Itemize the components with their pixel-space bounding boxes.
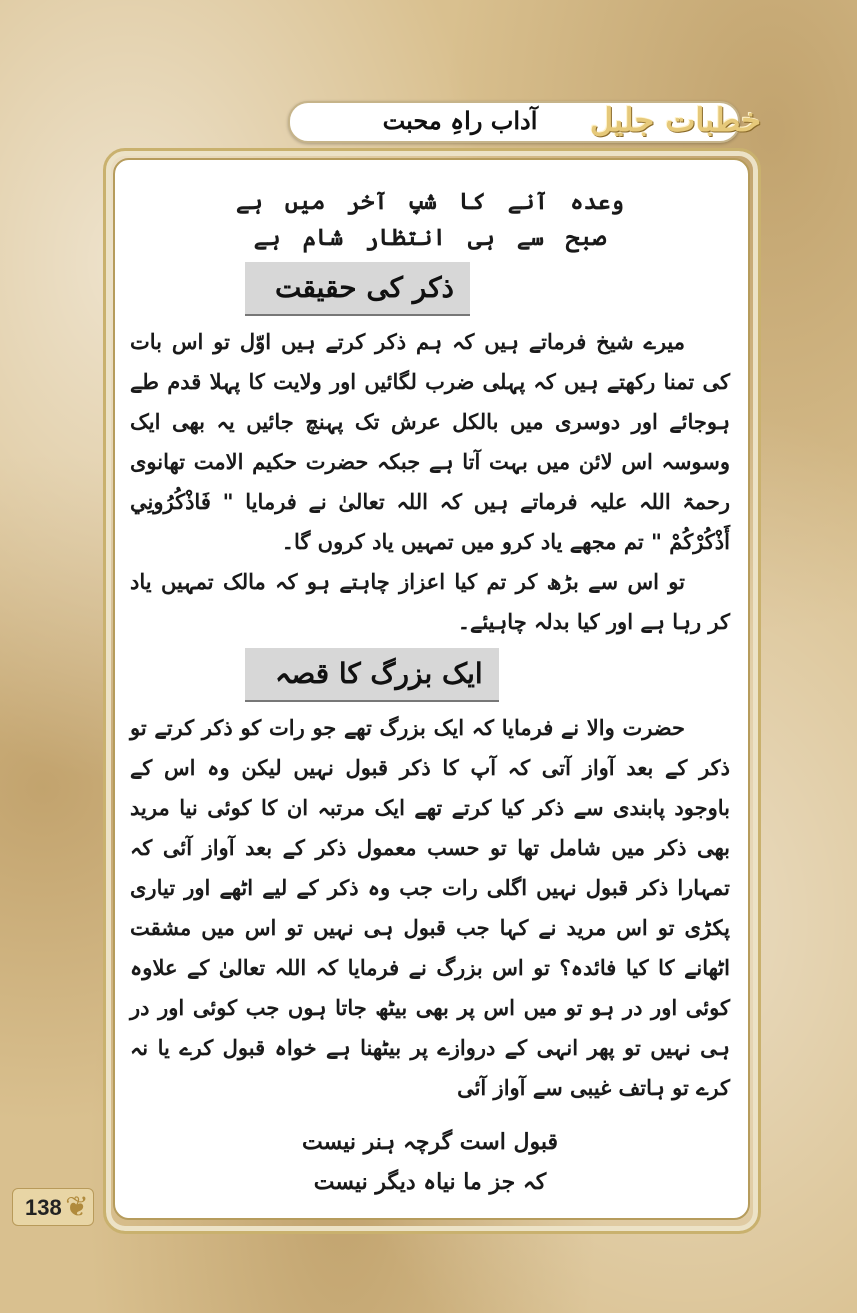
page-content [130, 176, 730, 1202]
paragraph: میرے شیخ فرماتے ہیں کہ ہم ذکر کرتے ہیں اوّل تو اس بات کی تمنا رکھتے ہیں کہ پہلی ضرب لگائیں اور ولایت کا پہلا قدم طے ہوجائے اور دوسری میں بالکل عرش تک پہنچ جائیں یہ بھی ایک وسوسہ اس لائن میں بہت آتا ہے جبکہ حضرت حکیم الامت تھانوی رحمۃ اللہ علیہ فرماتے ہیں کہ اللہ تعالیٰ نے فرمایا " فَاذْكُرُونِي أَذْكُرْكُمْ " تم مجھے یاد کرو میں تمہیں یاد کروں گا۔ [130, 329, 730, 554]
verse-line-1: وعدہ آنے کا شبِ آخر میں ہے [235, 188, 625, 215]
section-heading-qissa: ایک بزرگ کا قصہ [245, 648, 499, 702]
section-heading-row [130, 642, 730, 708]
chapter-title: آداب راہِ محبت [382, 106, 538, 135]
paragraph: تو اس سے بڑھ کر تم کیا اعزاز چاہتے ہو کہ مالک تمہیں یاد کر رہا ہے اور کیا بدلہ چاہیئے۔ [130, 569, 730, 634]
verse-line-2: صبح سے ہی انتظار شام ہے [253, 224, 607, 251]
paragraph: حضرت والا نے فرمایا کہ ایک بزرگ تھے جو رات کو ذکر کرتے تو ذکر کے بعد آواز آتی کہ آپ کا ذکر قبول نہیں لیکن وہ اس کے باوجود پابندی سے ذکر کیا کرتے تھے ایک مرتبہ ان کا کوئی نیا مرید بھی ذکر میں شامل تھا تو حسب معمول ذکر کے بعد آواز آئی کہ تمہارا ذکر قبول نہیں اگلی رات جب وہ ذکر کے لیے اٹھے اور تیاری پکڑی تو اس مرید نے کہا جب قبول ہی نہیں تو اس میں مشقت اٹھانے کا کیا فائدہ؟ تو اس بزرگ نے فرمایا کہ اللہ تعالیٰ کے علاوہ کوئی اور در ہو تو میں اس پر بھی بیٹھ جاتا ہوں جب کوئی اور در ہی نہیں تو پھر انہی کے دروازے پر بیٹھنا ہے خواہ قبول کرے یا نہ کرے تو ہاتف غیبی سے آواز آئی [130, 715, 730, 1100]
section-heading-zikr: ذکر کی حقیقت [245, 262, 470, 316]
couplet-line-1: قبول است گرچہ ہنر نیست [301, 1129, 559, 1155]
page-number: 138 [12, 1188, 94, 1226]
section-heading-row [130, 256, 730, 322]
couplet-line-2: کہ جز ما نیاہ دیگر نیست [313, 1169, 547, 1195]
book-title: خطبات جلیل [590, 101, 761, 139]
flourish-ornament-icon: ❦ [65, 1190, 89, 1223]
